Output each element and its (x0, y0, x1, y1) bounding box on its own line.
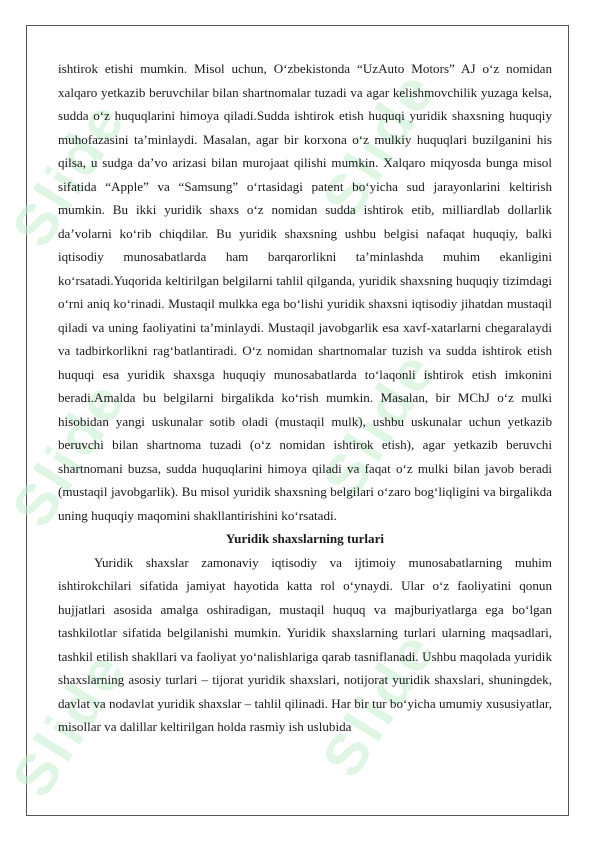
watermark-decoration: Slide (309, 619, 449, 788)
watermark-decoration: Slide (0, 369, 139, 538)
watermark-decoration: Slide (0, 89, 139, 258)
paragraph: Yuridik shaxslar zamonaviy iqtisodiy va ijtimoiy munosabatlarning muhim ishtirokchilari sifatida jamiyat hayotida katta rol o‘ynaydi. Ular o‘z faoliyatini qonun hujjatlari asosida amalga oshiradigan, mustaqil huquq va majburiyatlarga ega bo‘lgan tashkilotlar sifatida belgilanishi mumkin. Yuridik shaxslarning turlari ularning maqsadlari, tashkil etilish shakllari va faoliyat yo‘nalishlariga qarab tasniflanadi. Ushbu maqolada yuridik shaxslarning asosiy turlari – tijorat yuridik shaxslari, notijorat yuridik shaxslari, shuningdek, davlat va nodavlat yuridik shaxslar – tahlil qilinadi. Har bir tur bo‘yicha umumiy xususiyatlar, misollar va dalillar keltirilgan holda rasmiy ish uslubida (58, 554, 552, 734)
watermark-decoration: Slide (309, 59, 449, 228)
watermark-decoration: Slide (309, 339, 449, 508)
document-body (58, 57, 552, 739)
watermark-decoration: Slide (0, 639, 139, 808)
section-heading: Yuridik shaxslarning turlari (225, 531, 385, 546)
paragraph: ishtirok etishi mumkin. Misol uchun, O‘zbekistonda “UzAuto Motors” AJ o‘z nomidan xalqaro yetkazib beruvchilar bilan shartnomalar tuzadi va agar kelishmovchilik yuzaga kelsa, sudda o‘z huquqlarini himoya qiladi.Sudda ishtirok etish huquqi yuridik shaxsning huquqiy muhofazasini ta’minlaydi. Masalan, agar bir korxona o‘z mulkiy huquqlari buzilganini his qilsa, u sudga da’vo arizasi bilan murojaat qilishi mumkin. Xalqaro miqyosda bunga misol sifatida “Apple” va “Samsung” o‘rtasidagi patent bo‘yicha sud jarayonlarini keltirish mumkin. Bu ikki yuridik shaxs o‘z nomidan sudda ishtirok etib, milliardlab dollarlik da’volarni ko‘rib chiqdilar. Bu yuridik shaxsning ushbu belgisi nafaqat huquqiy, balki iqtisodiy munosabatlarda ham barqarorlikni ta’minlashda muhim ekanligini ko‘rsatadi.Yuqorida keltirilgan belgilarni tahlil qilganda, yuridik shaxsning huquqiy tizimdagi o‘rni aniq ko‘rinadi. Mustaqil mulkka ega bo‘lishi yuridik shaxsni iqtisodiy jihatdan mustaqil qiladi va uning faoliyatini ta’minlaydi. Mustaqil javobgarlik esa xavf-xatarlarni chegaralaydi va tadbirkorlikni rag‘batlantiradi. O‘z nomidan shartnomalar tuzish va sudda ishtirok etish huquqi esa yuridik shaxsga huquqiy munosabatlarda to‘laqonli ishtirok etish imkonini beradi.Amalda bu belgilarni birgalikda ko‘rish mumkin. Masalan, bir MChJ o‘z mulki hisobidan yangi uskunalar sotib oladi (mustaqil mulk), ushbu uskunalar uchun yetkazib beruvchi bilan shartnoma tuzadi (o‘z nomidan ishtirok etish), agar yetkazib beruvchi shartnomani buzsa, sudda huquqlarini himoya qiladi va faqat o‘z mulki bilan javob beradi (mustaqil javobgarlik). Bu misol yuridik shaxsning belgilari o‘zaro bog‘liqligini va birgalikda uning huquqiy maqomini shakllantirishini ko‘rsatadi. (58, 61, 552, 523)
